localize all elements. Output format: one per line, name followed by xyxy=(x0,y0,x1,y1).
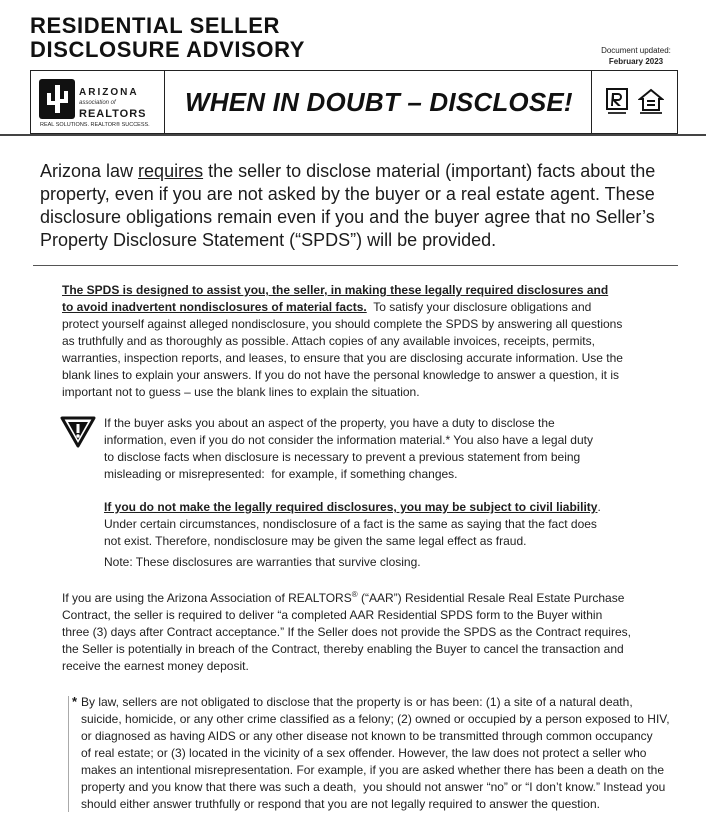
title-line-2: DISCLOSURE ADVISORY xyxy=(30,37,306,62)
footnote-bar xyxy=(68,696,69,812)
buyer-line-1: If the buyer asks you about an aspect of the property, you have a duty to disclose the xyxy=(104,416,555,430)
buyer-line-4: misleading or misrepresented: for example, if something changes. xyxy=(104,467,458,481)
document-title xyxy=(30,14,305,62)
intro-requires: requires xyxy=(138,161,204,181)
aar-logo xyxy=(31,71,165,133)
footnote-line-1: By law, sellers are not obligated to disclose that the property is or has been: (1) a site of a natural death, xyxy=(81,695,633,709)
banner xyxy=(30,70,678,134)
footnote-line-4: of real estate; or (3) located in the vicinity of a sex offender. However, the law does not protect a seller who xyxy=(81,746,647,760)
registered-mark: ® xyxy=(351,590,358,599)
doc-updated-label: Document updated: xyxy=(601,46,671,55)
spds-lead-2: to avoid inadvertent nondisclosures of material facts. xyxy=(62,300,367,314)
footnote xyxy=(81,694,671,813)
aar-line-5: receive the earnest money deposit. xyxy=(62,659,249,673)
footnote-line-6: property and you know that there was such a death, you should not answer “no” or “I don’t know.” Instead you xyxy=(81,780,666,794)
aar-line-3: three (3) days after Contract acceptance.” If the Seller does not provide the SPDS as the Contract requires, xyxy=(62,625,631,639)
spds-lead-1: The SPDS is designed to assist you, the seller, in making these legally required disclosures and xyxy=(62,283,609,297)
note-text: Note: These disclosures are warranties that survive closing. xyxy=(104,555,421,569)
logo-line-3: REALTORS xyxy=(79,108,147,120)
spds-line-3: protect yourself against alleged nondisclosure, you should complete the SPDS by answering all questions xyxy=(62,317,623,331)
aar-line-4: the Seller is potentially in breach of the Contract, thereby enabling the Buyer to cancel the transaction and xyxy=(62,642,624,656)
intro-line-1-post: the seller to disclose material (important) facts about the xyxy=(203,161,656,181)
intro-line-2: property, even if you are not asked by the buyer or a real estate agent. These xyxy=(40,184,655,204)
intro-line-4: Property Disclosure Statement (“SPDS”) will be provided. xyxy=(40,230,497,250)
aar-line-1-pre: If you are using the Arizona Association of REALTORS xyxy=(62,591,352,605)
title-line-1: RESIDENTIAL SELLER xyxy=(30,13,280,38)
buyer-line-2: information, even if you do not consider the information material.* You also have a legal duty xyxy=(104,433,593,447)
header-divider xyxy=(0,134,706,136)
doc-updated-date: February 2023 xyxy=(608,57,664,66)
logo-line-2: association of xyxy=(79,100,116,106)
equal-housing-icon xyxy=(638,88,664,116)
aar-line-1-post: (“AAR”) Residential Resale Real Estate Purchase xyxy=(357,591,625,605)
logo-tagline: REAL SOLUTIONS. REALTOR® SUCCESS. xyxy=(40,122,150,128)
slogan: WHEN IN DOUBT – DISCLOSE! xyxy=(185,86,573,117)
spds-line-6: blank lines to explain your answers. If you do not have the personal knowledge to answer a question, it is xyxy=(62,368,619,382)
liability-paragraph xyxy=(104,499,664,550)
liability-line-2: Under certain circumstances, nondisclosure of a fact is the same as saying that the fact does xyxy=(104,517,597,531)
note xyxy=(104,554,664,571)
spds-line-4: as truthfully and as thoroughly as possible. Attach copies of any available invoices, receipts, permits, xyxy=(62,334,595,348)
logo-line-1: ARIZONA xyxy=(79,87,139,98)
spds-line-2-rest: To satisfy your disclosure obligations and xyxy=(366,300,592,314)
footnote-line-7: should either answer truthfully or respond that you are not legally required to answer the question. xyxy=(81,797,600,811)
spds-line-5: warranties, inspection reports, and leases, to ensure that you are disclosing accurate information. Use the xyxy=(62,351,623,365)
warning-triangle-icon xyxy=(60,416,96,448)
aar-contract-paragraph xyxy=(62,586,662,675)
footnote-line-3: or diagnosed as having AIDS or any other disease not known to be transmitted through common occupancy xyxy=(81,729,653,743)
liability-lead: If you do not make the legally required disclosures, you may be subject to civil liability xyxy=(104,500,598,514)
liability-lead-end: . xyxy=(597,500,601,514)
buyer-line-3: to disclose facts when disclosure is necessary to prevent a previous statement from being xyxy=(104,450,581,464)
section-divider xyxy=(33,265,678,266)
aar-line-2: Contract, the seller is required to deliver “a completed AAR Residential SPDS form to the Buyer within xyxy=(62,608,603,622)
realtor-r-icon xyxy=(606,88,628,116)
intro-line-1-pre: Arizona law xyxy=(40,161,139,181)
buyer-duty-paragraph xyxy=(104,415,664,483)
spds-line-7: important not to guess – use the blank lines to explain the situation. xyxy=(62,385,420,399)
footnote-star: * xyxy=(72,694,78,709)
footnote-line-2: suicide, homicide, or any other crime classified as a felony; (2) owned or occupied by a person exposed to HIV, xyxy=(81,712,670,726)
saguaro-logo-icon xyxy=(39,79,75,119)
liability-line-3: not exist. Therefore, nondisclosure may be given the same legal effect as fraud. xyxy=(104,534,527,548)
spds-paragraph xyxy=(62,282,662,401)
intro-paragraph xyxy=(40,160,656,252)
intro-line-3: disclosure obligations remain even if you and the buyer agree that no Seller’s xyxy=(40,207,655,227)
document-updated xyxy=(596,45,676,67)
footnote-line-5: makes an intentional misrepresentation. For example, if you are asked whether there has been a death on the xyxy=(81,763,665,777)
